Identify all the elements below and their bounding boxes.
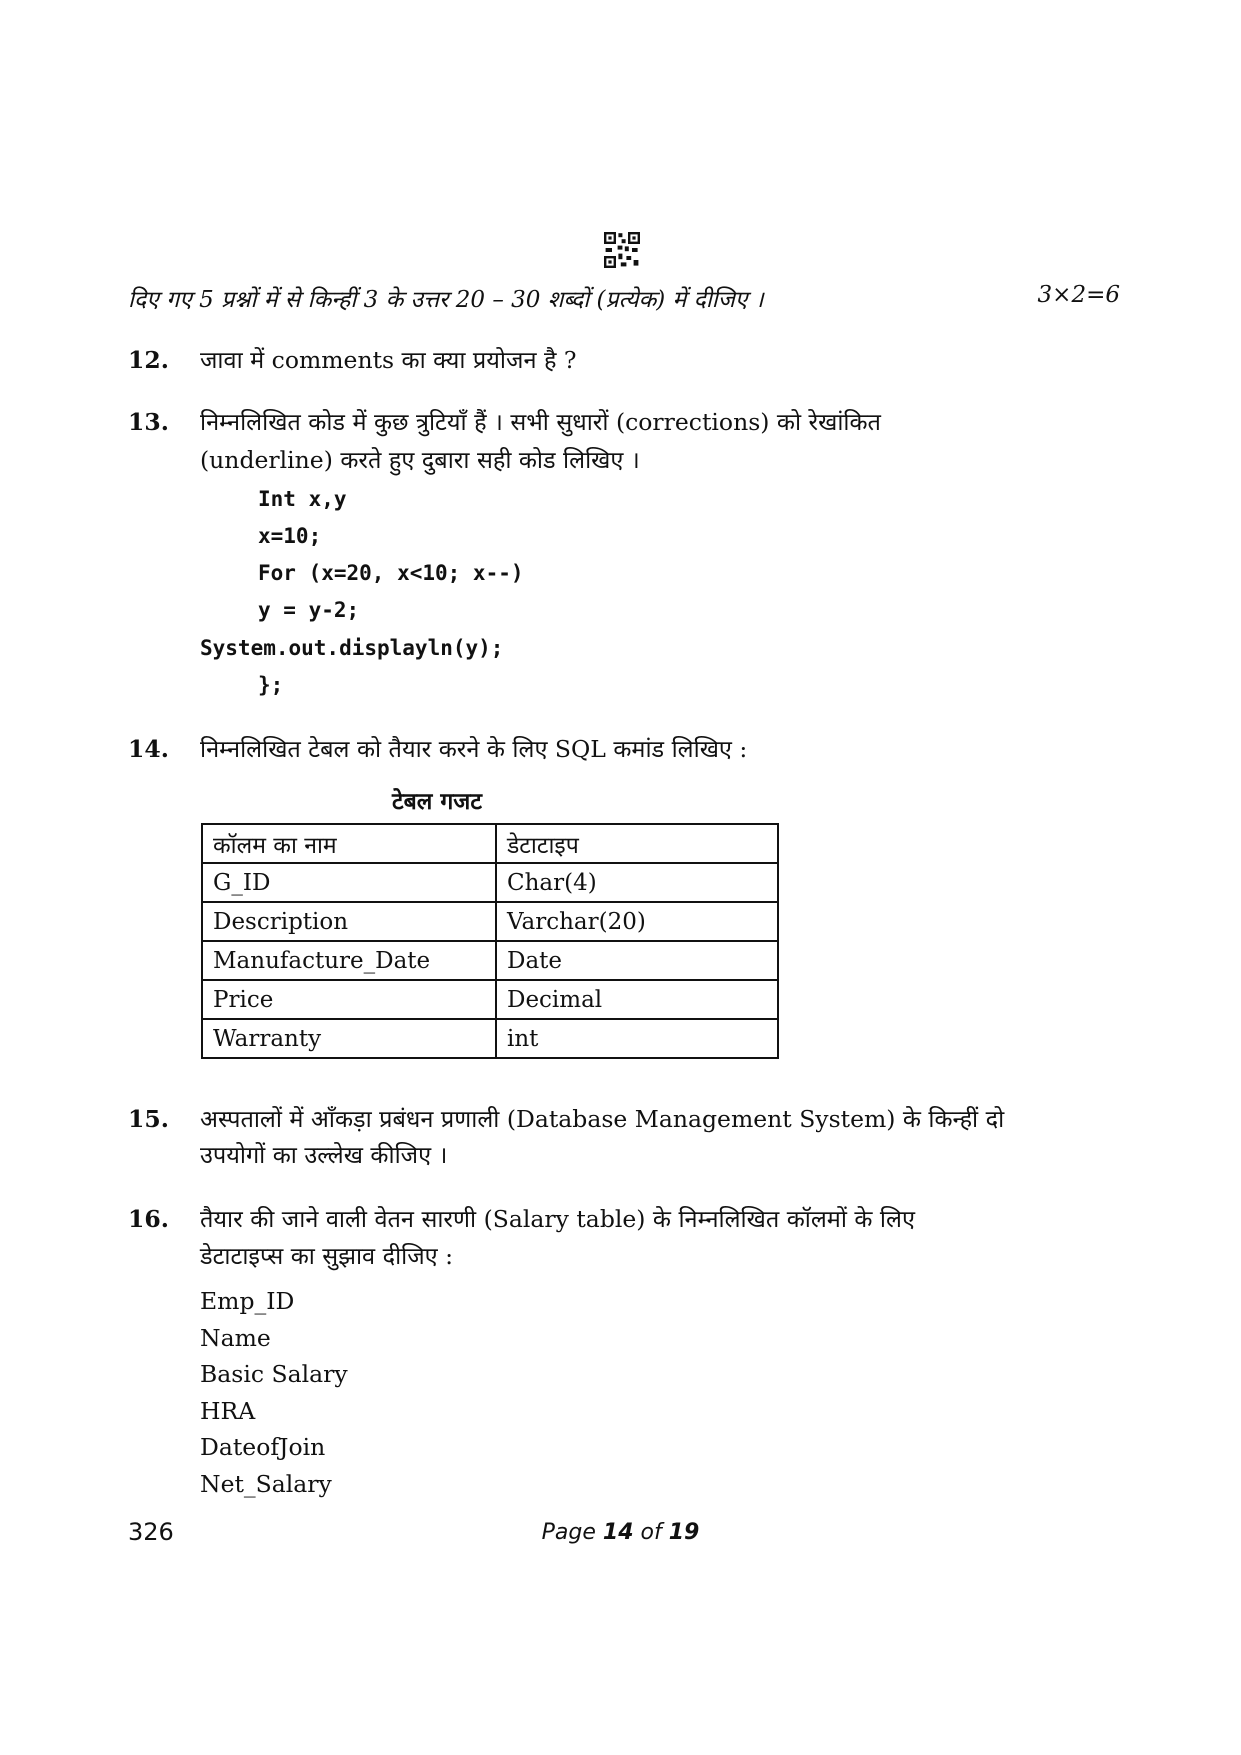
question-number: 12. [128,346,169,374]
question-number: 14. [128,735,169,763]
table-cell: Warranty [202,1019,496,1058]
table-cell: Decimal [496,980,778,1019]
list-item: Emp_ID [200,1287,295,1315]
table-row [202,1019,778,1058]
code-line-3: For (x=20, x<10; x--) [258,561,524,585]
code-line-4: y = y-2; [258,598,360,622]
salary-columns-list [200,1283,348,1502]
question-text: निम्नलिखित टेबल को तैयार करने के लिए SQL कमांड लिखिए : [200,735,748,763]
table-cell: Price [202,980,496,1019]
table-row [202,941,778,980]
section-marks: 3×2=6 [1037,282,1120,308]
page-prefix: Page [541,1520,603,1545]
code-line-2: x=10; [258,524,322,548]
table-cell: Description [202,902,496,941]
section-instruction [128,282,1120,314]
gazette-table [201,823,779,1059]
table-header-cell: कॉलम का नाम [202,824,496,863]
table-row [202,902,778,941]
page-current: 14 [602,1520,634,1545]
table-cell: Date [496,941,778,980]
table-header-row [202,824,778,863]
qr-code-icon [604,232,640,268]
code-line-5: System.out.displayln(y); [200,636,504,660]
list-item: Name [200,1323,271,1352]
question-text-line-1: अस्पतालों में आँकड़ा प्रबंधन प्रणाली (Database Management System) के किन्हीं दो [200,1105,1005,1133]
table-row [202,980,778,1019]
question-text: जावा में comments का क्या प्रयोजन है ? [200,346,577,374]
question-text-line-2: उपयोगों का उल्लेख कीजिए । [200,1141,448,1169]
list-item: HRA [200,1396,256,1425]
instruction-text: दिए गए 5 प्रश्नों में से किन्हीं 3 के उत्तर 20 – 30 शब्दों (प्रत्येक) में दीजिए । [128,287,764,313]
table-cell: Manufacture_Date [202,941,496,980]
question-number: 13. [128,408,169,436]
paper-code: 326 [128,1518,174,1546]
table-cell: Varchar(20) [496,902,778,941]
code-line-6: }; [258,673,284,697]
question-text-line-1: निम्नलिखित कोड में कुछ त्रुटियाँ हैं । सभी सुधारों (corrections) को रेखांकित [200,408,881,436]
table-header-cell: डेटाटाइप [496,824,778,863]
table-row [202,863,778,902]
page-total: 19 [668,1520,700,1545]
list-item: Net_Salary [200,1469,332,1498]
page-of: of [633,1520,669,1545]
table-cell: int [496,1019,778,1058]
question-text-line-2: डेटाटाइप्स का सुझाव दीजिए : [200,1242,454,1270]
question-number: 15. [128,1105,169,1133]
question-number: 16. [128,1205,169,1233]
question-text-line-2: (underline) करते हुए दुबारा सही कोड लिखिए । [200,446,640,474]
question-text-line-1: तैयार की जाने वाली वेतन सारणी (Salary table) के निम्नलिखित कॉलमों के लिए [200,1205,915,1233]
page-number [0,1520,1241,1545]
list-item: Basic Salary [200,1360,348,1388]
table-cell: G_ID [202,863,496,902]
code-line-1: Int x,y [258,487,347,511]
table-caption: टेबल गजट [392,789,482,815]
list-item: DateofJoin [200,1433,326,1461]
table-cell: Char(4) [496,863,778,902]
